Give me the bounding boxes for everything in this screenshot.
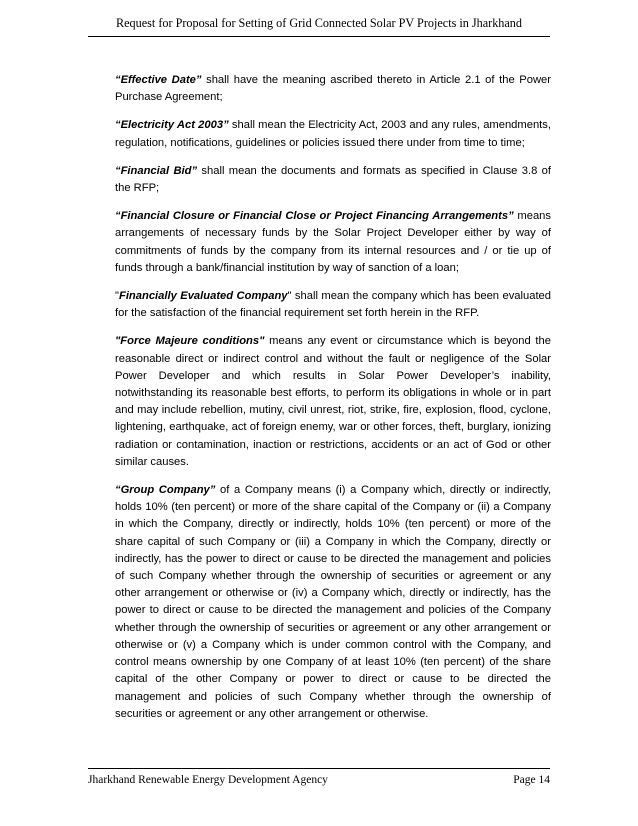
definition-text: of a Company means (i) a Company which, directly or indirectly, holds 10% (ten percent) or more of the share capital of the Company or (ii) a Company in which the Company, directly or indirectly, holds 10% (ten percent) or more of the share capital of such Company or (iii) a Company in which the Company, directly or indirectly, has the power to direct or cause to be directed the management and policies of such Company whether through the ownership of securities or agreement or any other arrangement or otherwise or (iv) a Company which, directly or indirectly, has the power to direct or cause to be directed the management and policies of the Company whether through the ownership of securities or agreement or any other arrangement or otherwise or (v) a Company which is under common control with the Company, and control means ownership by one Company of at least 10% (ten percent) of the share capital of the other Company or power to direct or cause to be directed the management and policies of such Company whether through the ownership of securities or agreement or any other arrangement or otherwise. <box>115 484 551 720</box>
page-header <box>88 16 550 37</box>
header-title: Request for Proposal for Setting of Grid Connected Solar PV Projects in Jharkhand <box>116 16 522 30</box>
page-number: Page 14 <box>513 774 550 786</box>
footer-agency: Jharkhand Renewable Energy Development Agency <box>88 774 328 786</box>
definition-paragraph <box>115 288 551 322</box>
definition-paragraph <box>115 163 551 197</box>
definition-paragraph <box>115 117 551 151</box>
definition-text: shall mean the Electricity Act, 2003 and any rules, amendments, regulation, notifications, guidelines or policies issued there under from time to time; <box>115 119 551 149</box>
document-body <box>115 72 551 734</box>
definition-text: shall mean the documents and formats as specified in Clause 3.8 of the RFP; <box>115 164 551 195</box>
definition-term: “Financial Bid” <box>115 164 198 177</box>
definition-paragraph <box>115 72 551 106</box>
page-footer <box>88 768 550 786</box>
definition-term: “Financial Closure or Financial Close or Project Financing Arrangements” <box>115 210 514 223</box>
definition-text: " shall mean the company which has been evaluated for the satisfaction of the financial requirement set forth herein in the RFP. <box>115 290 551 320</box>
definition-term: “Effective Date” <box>115 74 202 86</box>
definition-term: "Force Majeure conditions" <box>115 335 265 348</box>
definition-paragraph <box>115 482 551 723</box>
definition-text: means arrangements of necessary funds by the Solar Project Developer either by way of commitments of funds by the company from its internal resources and / or tie up of funds through a bank/financial institution by way of sanction of a loan; <box>115 210 551 274</box>
definition-prefix: " <box>115 290 119 303</box>
definition-text: means any event or circumstance which is beyond the reasonable direct or indirect control and without the fault or negligence of the Solar Power Developer and which results in Solar Power Developer’s inability, notwithstanding its reasonable best efforts, to perform its obligations in whole or in part and may include rebellion, mutiny, civil unrest, riot, strike, fire, explosion, flood, cyclone, lightening, earthquake, act of foreign enemy, war or other forces, theft, burglary, ionizing radiation or contamination, inaction or restrictions, accidents or an act of God or other similar causes. <box>115 335 551 468</box>
definition-paragraph <box>115 208 551 277</box>
definition-text: shall have the meaning ascribed thereto in Article 2.1 of the Power Purchase Agreement; <box>115 74 551 104</box>
definition-paragraph <box>115 333 551 471</box>
definition-term: “Group Company” <box>115 484 216 497</box>
definition-term: Financially Evaluated Company <box>118 290 288 303</box>
definition-term: “Electricity Act 2003” <box>115 119 229 132</box>
